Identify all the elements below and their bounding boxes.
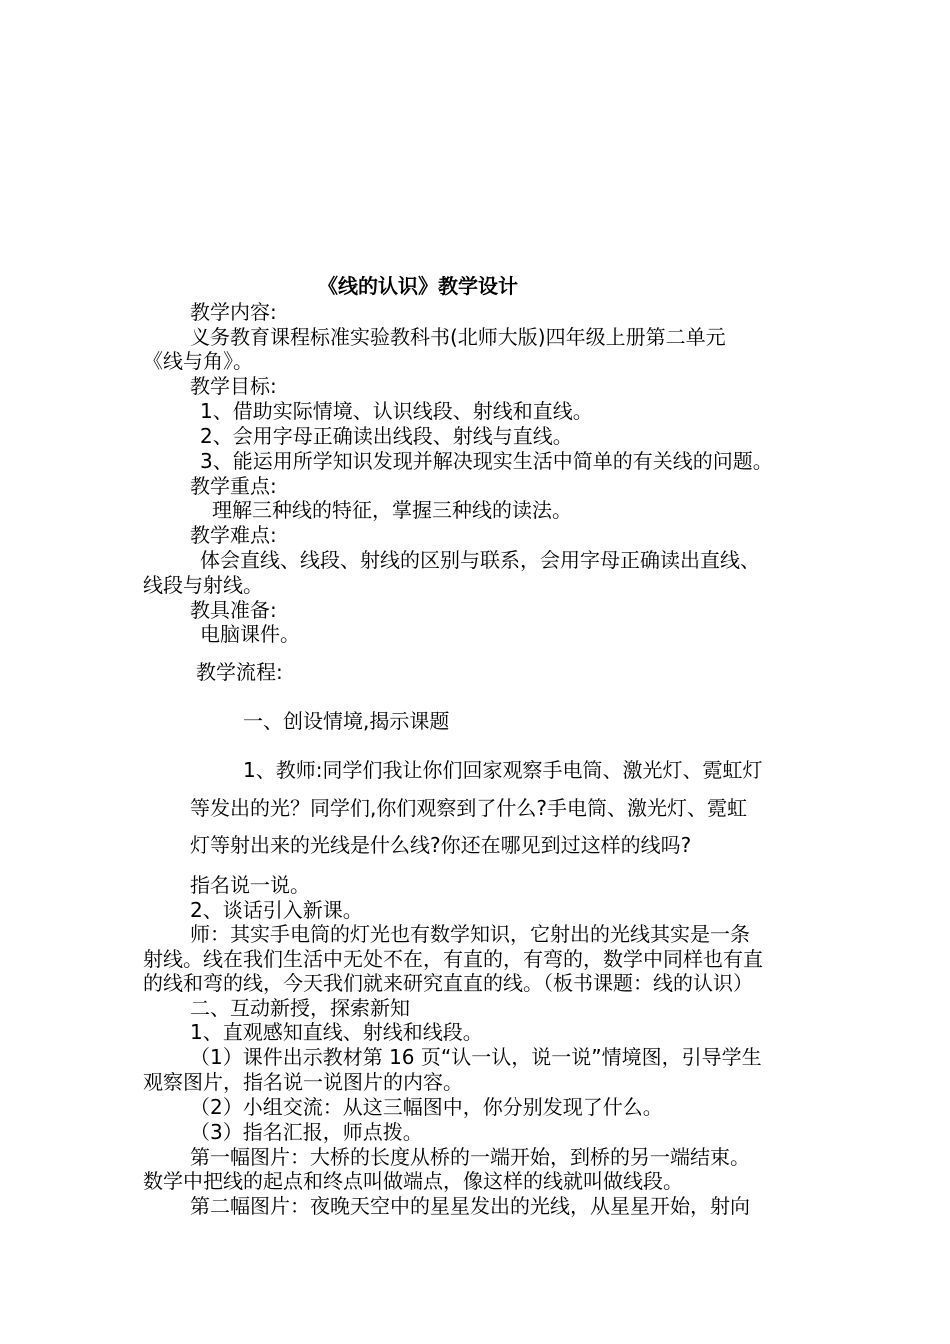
paragraph-line: 理解三种线的特征，掌握三种线的读法。 — [212, 498, 572, 522]
paragraph-line: 师：其实手电筒的灯光也有数学知识，它射出的光线其实是一条 — [190, 922, 750, 946]
paragraph-line: 电脑课件。 — [200, 622, 300, 646]
section-heading: 一、创设情境,揭示课题 — [243, 709, 450, 733]
document-title: 《线的认识》教学设计 — [318, 274, 518, 298]
paragraph-line: 观察图片，指名说一说图片的内容。 — [143, 1070, 463, 1094]
paragraph-line: 义务教育课程标准实验教科书(北师大版)四年级上册第二单元 — [190, 325, 726, 349]
heading-teaching-process: 教学流程: — [196, 660, 283, 684]
heading-key-points: 教学重点: — [190, 474, 277, 498]
heading-teaching-content: 教学内容: — [190, 300, 277, 324]
paragraph-line: （1）课件出示教材第 16 页“认一认，说一说”情境图，引导学生 — [190, 1045, 762, 1069]
goal-item: 1、借助实际情境、认识线段、射线和直线。 — [200, 399, 593, 423]
paragraph-line: 《线与角》。 — [143, 349, 253, 373]
paragraph-line: 2、谈话引入新课。 — [190, 898, 363, 922]
heading-difficulties: 教学难点: — [190, 523, 277, 547]
paragraph-line: 灯等射出来的光线是什么线?你还在哪见到过这样的线吗? — [190, 833, 692, 857]
heading-teaching-aids: 教具准备: — [190, 598, 277, 622]
heading-teaching-goals: 教学目标: — [190, 374, 277, 398]
paragraph-line: 射线。线在我们生活中无处不在，有直的，有弯的，数学中同样也有直 — [143, 947, 763, 971]
paragraph-line: 体会直线、线段、射线的区别与联系，会用字母正确读出直线、 — [200, 548, 760, 572]
paragraph-line: （3）指名汇报，师点拨。 — [190, 1120, 423, 1144]
paragraph-line: 等发出的光？同学们,你们观察到了什么?手电筒、激光灯、霓虹 — [190, 796, 747, 820]
paragraph-line: 1、教师:同学们我让你们回家观察手电筒、激光灯、霓虹灯 — [243, 758, 763, 782]
section-heading: 二、互动新授，探索新知 — [190, 996, 410, 1020]
paragraph-line: （2）小组交流：从这三幅图中，你分别发现了什么。 — [190, 1095, 663, 1119]
paragraph-line: 指名说一说。 — [190, 873, 310, 897]
paragraph-line: 线段与射线。 — [143, 573, 263, 597]
paragraph-line: 第一幅图片：大桥的长度从桥的一端开始，到桥的另一端结束。 — [190, 1145, 750, 1169]
paragraph-line: 数学中把线的起点和终点叫做端点，像这样的线就叫做线段。 — [143, 1169, 683, 1193]
paragraph-line: 第二幅图片：夜晚天空中的星星发出的光线，从星星开始，射向 — [190, 1194, 750, 1218]
goal-item: 2、会用字母正确读出线段、射线与直线。 — [200, 424, 573, 448]
paragraph-line: 的线和弯的线，今天我们就来研究直直的线。（板书课题：线的认识） — [143, 971, 753, 995]
paragraph-line: 1、直观感知直线、射线和线段。 — [190, 1020, 483, 1044]
goal-item: 3、能运用所学知识发现并解决现实生活中简单的有关线的问题。 — [200, 449, 773, 473]
